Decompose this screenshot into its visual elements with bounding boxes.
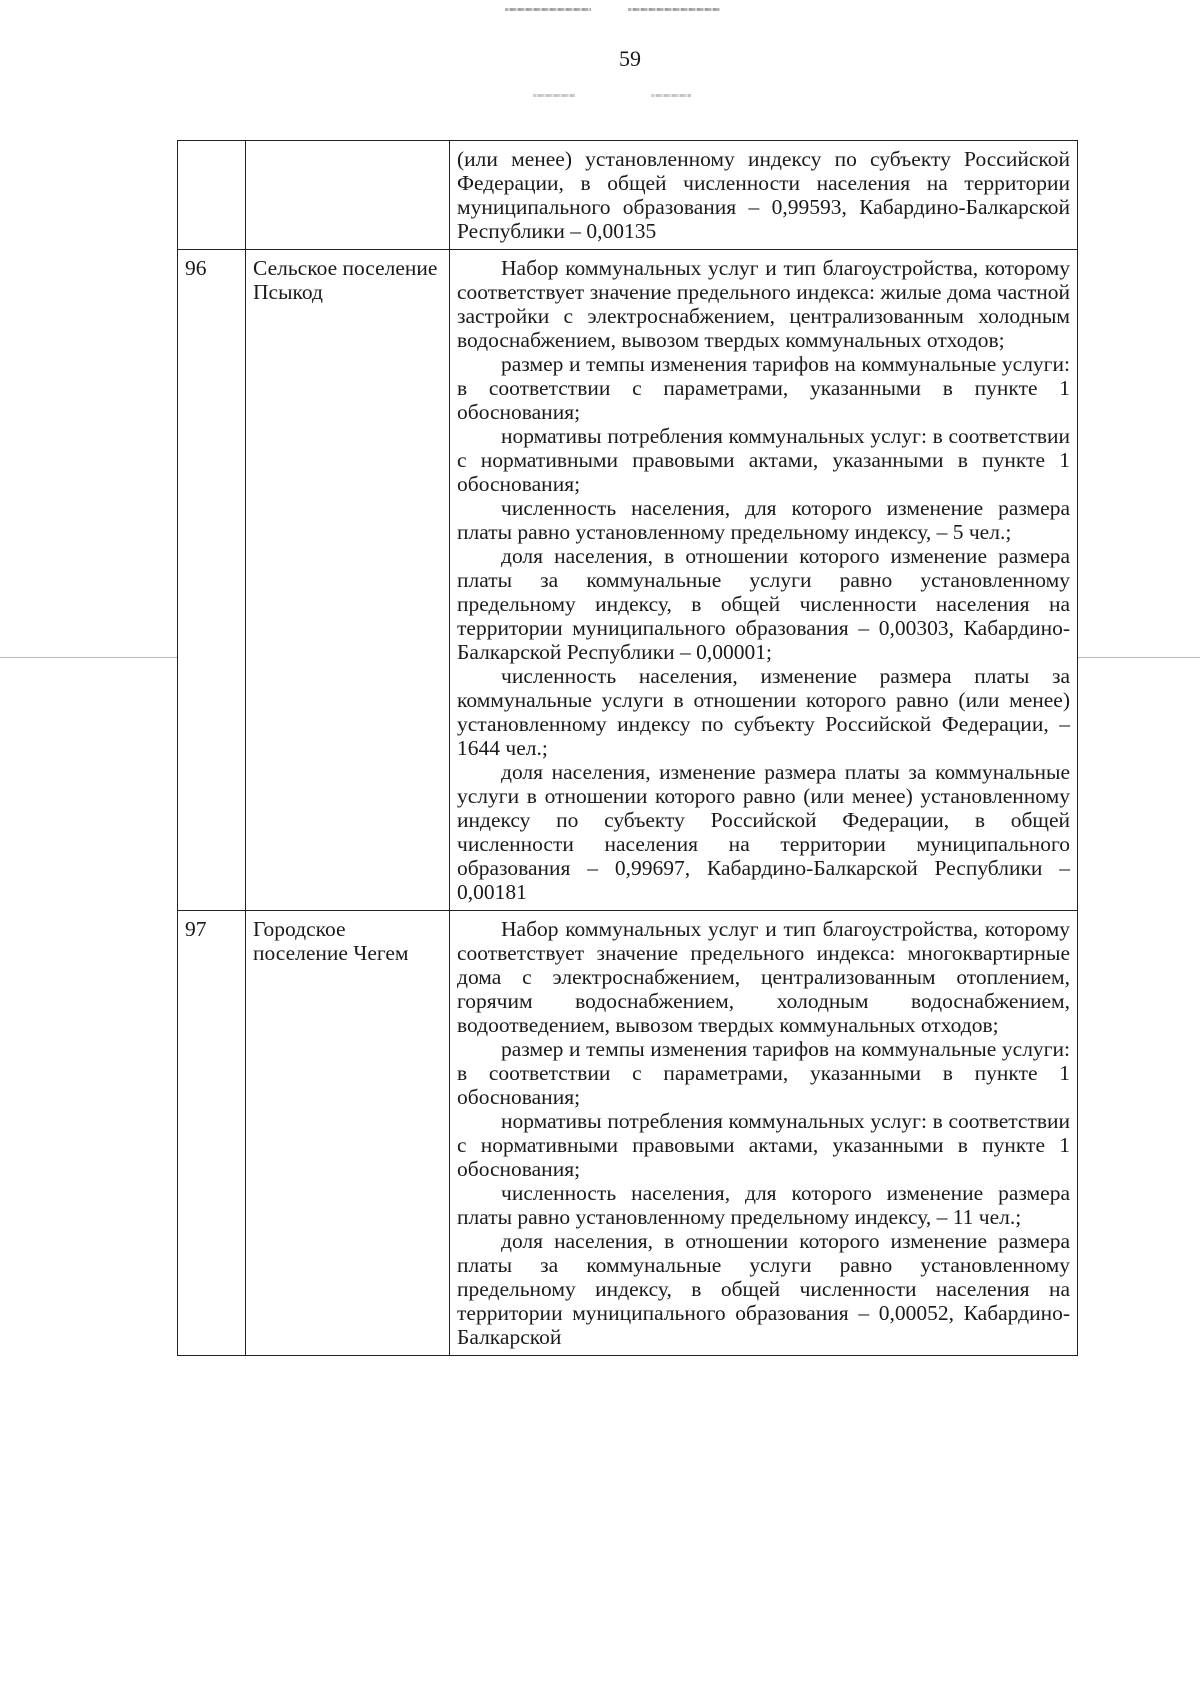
row-number: 97 (178, 911, 246, 1356)
description-paragraph: численность населения, изменение размера платы за коммунальные услуги в отношении которого равно (или менее) установленному индексу по субъекту Российской Федерации, – 1644 чел.; (457, 664, 1070, 760)
description-paragraph: нормативы потребления коммунальных услуг: в соответствии с нормативными правовыми актами, указанными в пункте 1 обоснования; (457, 424, 1070, 496)
scan-artifact-mark (533, 94, 575, 97)
description-cell (450, 911, 1078, 1356)
description-paragraph: размер и темпы изменения тарифов на коммунальные услуги: в соответствии с параметрами, указанными в пункте 1 обоснования; (457, 352, 1070, 424)
description-paragraph: доля населения, в отношении которого изменение размера платы за коммунальные услуги равно установленному предельному индексу, в общей численности населения на территории муниципального образования – 0,00303, Кабардино-Балкарской Республики – 0,00001; (457, 544, 1070, 664)
municipality-name: Городское поселение Чегем (246, 911, 450, 1356)
municipality-name (246, 141, 450, 250)
document-table (177, 140, 1078, 1356)
table-row (178, 250, 1078, 911)
description-paragraph: численность населения, для которого изменение размера платы равно установленному предельному индексу, – 11 чел.; (457, 1181, 1070, 1229)
row-number (178, 141, 246, 250)
scan-artifact-mark (505, 8, 591, 11)
scan-fold-line (0, 657, 177, 658)
description-paragraph: доля населения, изменение размера платы за коммунальные услуги в отношении которого равно (или менее) установленному индексу по субъекту Российской Федерации, в общей численности населения на территории муниципального образования – 0,99697, Кабардино-Балкарской Республики – 0,00181 (457, 760, 1070, 904)
page-number: 59 (619, 46, 641, 71)
description-cell (450, 250, 1078, 911)
row-number: 96 (178, 250, 246, 911)
description-paragraph: Набор коммунальных услуг и тип благоустройства, которому соответствует значение предельного индекса: жилые дома частной застройки с электроснабжением, централизованным холодным водоснабжением, вывозом твердых коммунальных отходов; (457, 256, 1070, 352)
scan-fold-line (1077, 657, 1200, 658)
scan-artifact-mark (651, 94, 691, 97)
table-row (178, 141, 1078, 250)
description-cell (450, 141, 1078, 250)
description-paragraph: Набор коммунальных услуг и тип благоустройства, которому соответствует значение предельного индекса: многоквартирные дома с электроснабжением, централизованным отоплением, горячим водоснабжением, холодным водоснабжением, водоотведением, вывозом твердых коммунальных отходов; (457, 917, 1070, 1037)
document-table-body (178, 141, 1078, 1356)
description-paragraph: доля населения, в отношении которого изменение размера платы за коммунальные услуги равно установленному предельному индексу, в общей численности населения на территории муниципального образования – 0,00052, Кабардино-Балкарской (457, 1229, 1070, 1349)
description-paragraph: (или менее) установленному индексу по субъекту Российской Федерации, в общей численности населения на территории муниципального образования – 0,99593, Кабардино-Балкарской Республики – 0,00135 (457, 147, 1070, 243)
table-row (178, 911, 1078, 1356)
description-paragraph: численность населения, для которого изменение размера платы равно установленному предельному индексу, – 5 чел.; (457, 496, 1070, 544)
description-paragraph: нормативы потребления коммунальных услуг: в соответствии с нормативными правовыми актами, указанными в пункте 1 обоснования; (457, 1109, 1070, 1181)
municipality-name: Сельское поселение Псыкод (246, 250, 450, 911)
scan-artifact-mark (628, 8, 720, 11)
description-paragraph: размер и темпы изменения тарифов на коммунальные услуги: в соответствии с параметрами, указанными в пункте 1 обоснования; (457, 1037, 1070, 1109)
